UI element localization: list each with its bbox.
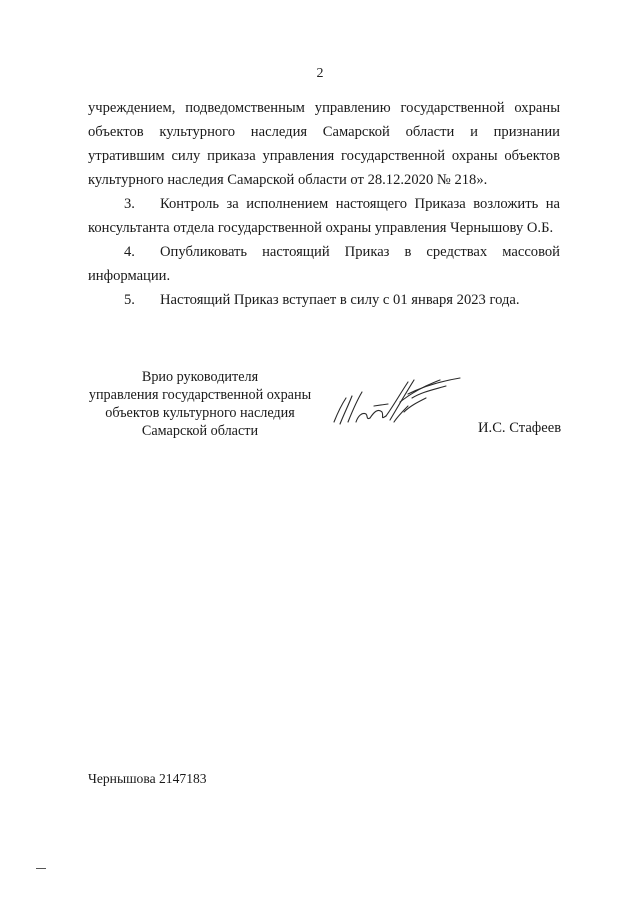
position-line: Врио руководителя [141,369,259,385]
paragraph-number: 3. [124,196,135,212]
paragraph-text: Настоящий Приказ вступает в силу с 01 января 2023 года. [160,292,520,308]
document-body [88,96,560,312]
footer-mark [36,868,46,869]
paragraph-text: Контроль за исполнением настоящего Приказа возложить на консультанта отдела государственной охраны управления Чернышову О.Б. [88,196,560,236]
paragraph-text: Опубликовать настоящий Приказ в средствах массовой информации. [88,244,560,284]
position-line: объектов культурного наследия [105,405,295,421]
position-line: управления государственной охраны [88,387,312,403]
paragraph-item-3 [88,192,560,240]
paragraph-number: 4. [124,244,135,260]
paragraph-text: учреждением, подведомственным управлению государственной охраны объектов культурного наследия Самарской области и признании утратившим силу приказа управления государственной охраны объектов культурного наследия Самарской области от 28.12.2020 № 218». [88,100,560,188]
position-line: Самарской области [141,423,259,439]
paragraph-item-5 [88,288,560,312]
page-number: 2 [316,66,324,81]
signatory-position [80,368,320,440]
paragraph-item-4 [88,240,560,288]
handwritten-signature [328,372,468,434]
signer-name: И.С. Стафеев [478,420,562,436]
paragraph-continuation [88,96,560,192]
paragraph-number: 5. [124,292,135,308]
contact-info: Чернышова 2147183 [88,771,207,786]
